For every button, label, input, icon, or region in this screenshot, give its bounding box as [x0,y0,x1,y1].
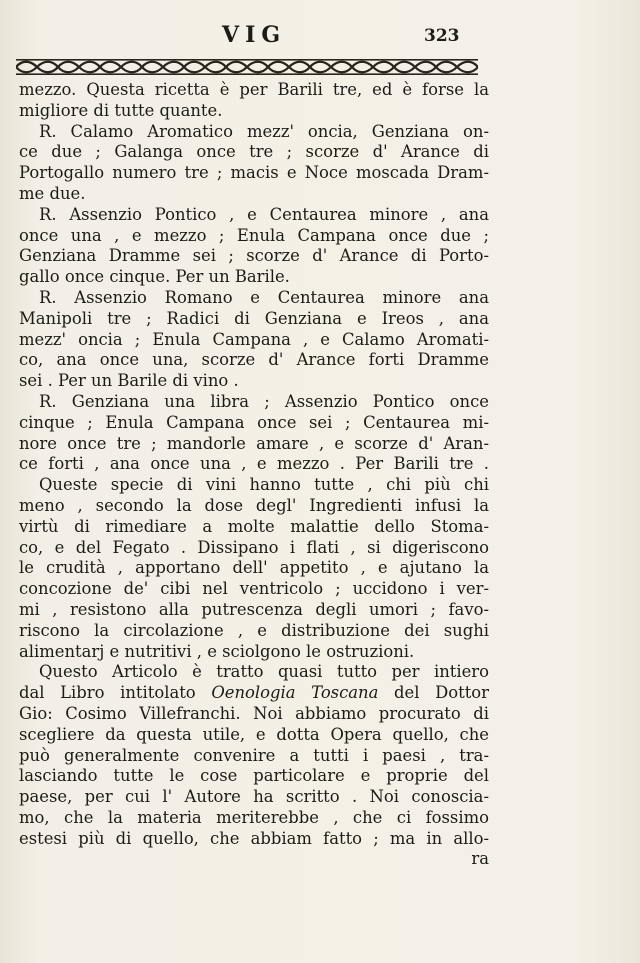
text-line: lasciando tutte le cose particolare e proprie del [19,766,489,786]
text-line: Portogallo numero tre ; macis e Noce moscada Dram- [19,163,489,183]
text-line: alimentarj e nutritivi , e sciolgono le ostruzioni. [19,641,415,661]
text-line: riscono la circolazione , e distribuzione dei sughi [19,620,489,640]
text-line: ce forti , ana once una , e mezzo . Per Barili tre . [19,454,489,474]
recipe-line: R. Assenzio Romano e Centaurea minore ana [39,287,489,307]
paragraph-start: Queste specie di vini hanno tutte , chi più chi [39,475,489,495]
text-line: cinque ; Enula Campana once sei ; Centaurea mi- [19,412,489,432]
text-line: estesi più di quello, che abbiam fatto ; ma in allo- [19,828,489,848]
text-line: le crudità , apportano dell' appetito , e ajutano la [19,558,489,578]
text-line: mezzo. Questa ricetta è per Barili tre, ed è forse la [19,80,489,99]
paragraph-start: Questo Articolo è tratto quasi tutto per intiero [39,662,489,682]
text-line: co, e del Fegato . Dissipano i flati , si digeriscono [19,537,489,557]
book-title: Oenologia Toscana [211,683,379,703]
text-line: Manipoli tre ; Radici di Genziana e Ireos , ana [19,308,489,328]
text-line: migliore di tutte quante. [19,100,223,120]
recipe-line: R. Genziana una libra ; Assenzio Pontico once [39,391,489,411]
text-line: co, ana once una, scorze d' Arance forti Dramme [19,350,489,370]
text-line: concozione de' cibi nel ventricolo ; uccidono i ver- [19,579,489,599]
page-header [0,22,640,52]
text-line: meno , secondo la dose degl' Ingredienti infusi la [19,495,489,515]
catchword: ra [471,849,489,869]
text-line: me due. [19,183,86,203]
text-line: gallo once cinque. Per un Barile. [19,267,290,287]
recipe-line: R. Calamo Aromatico mezz' oncia, Genziana on- [39,121,489,141]
running-title: VIG [222,22,287,48]
page-number: 323 [424,26,460,46]
text-line: sei . Per un Barile di vino . [19,371,239,391]
text-line: nore once tre ; mandorle amare , e scorze d' Aran- [19,433,489,453]
text-line: Gio: Cosimo Villefranchi. Noi abbiamo procurato di [19,703,489,723]
text-line: mi , resistono alla putrescenza degli umori ; favo- [19,599,489,619]
ornament-rule [16,58,478,76]
text-line: mo, che la materia meriterebbe , che ci fossimo [19,807,489,827]
recipe-line: R. Assenzio Pontico , e Centaurea minore , ana [39,204,489,224]
text-line: scegliere da questa utile, e dotta Opera quello, che [19,724,489,744]
text-line: virtù di rimediare a molte malattie dello Stoma- [19,516,489,536]
body-text [19,80,489,870]
text-line: Genziana Dramme sei ; scorze d' Arance di Porto- [19,246,489,266]
text-line: può generalmente convenire a tutti i paesi , tra- [19,745,489,765]
text-line: ce due ; Galanga once tre ; scorze d' Arance di [19,142,489,162]
text-line: paese, per cui l' Autore ha scritto . Noi conoscia- [19,787,489,807]
text-line: once una , e mezzo ; Enula Campana once due ; [19,225,489,245]
text-line-with-book-title: dal Libro intitolato Oenologia Toscana del Dottor [19,683,489,703]
text-line: mezz' oncia ; Enula Campana , e Calamo Aromati- [19,329,489,349]
